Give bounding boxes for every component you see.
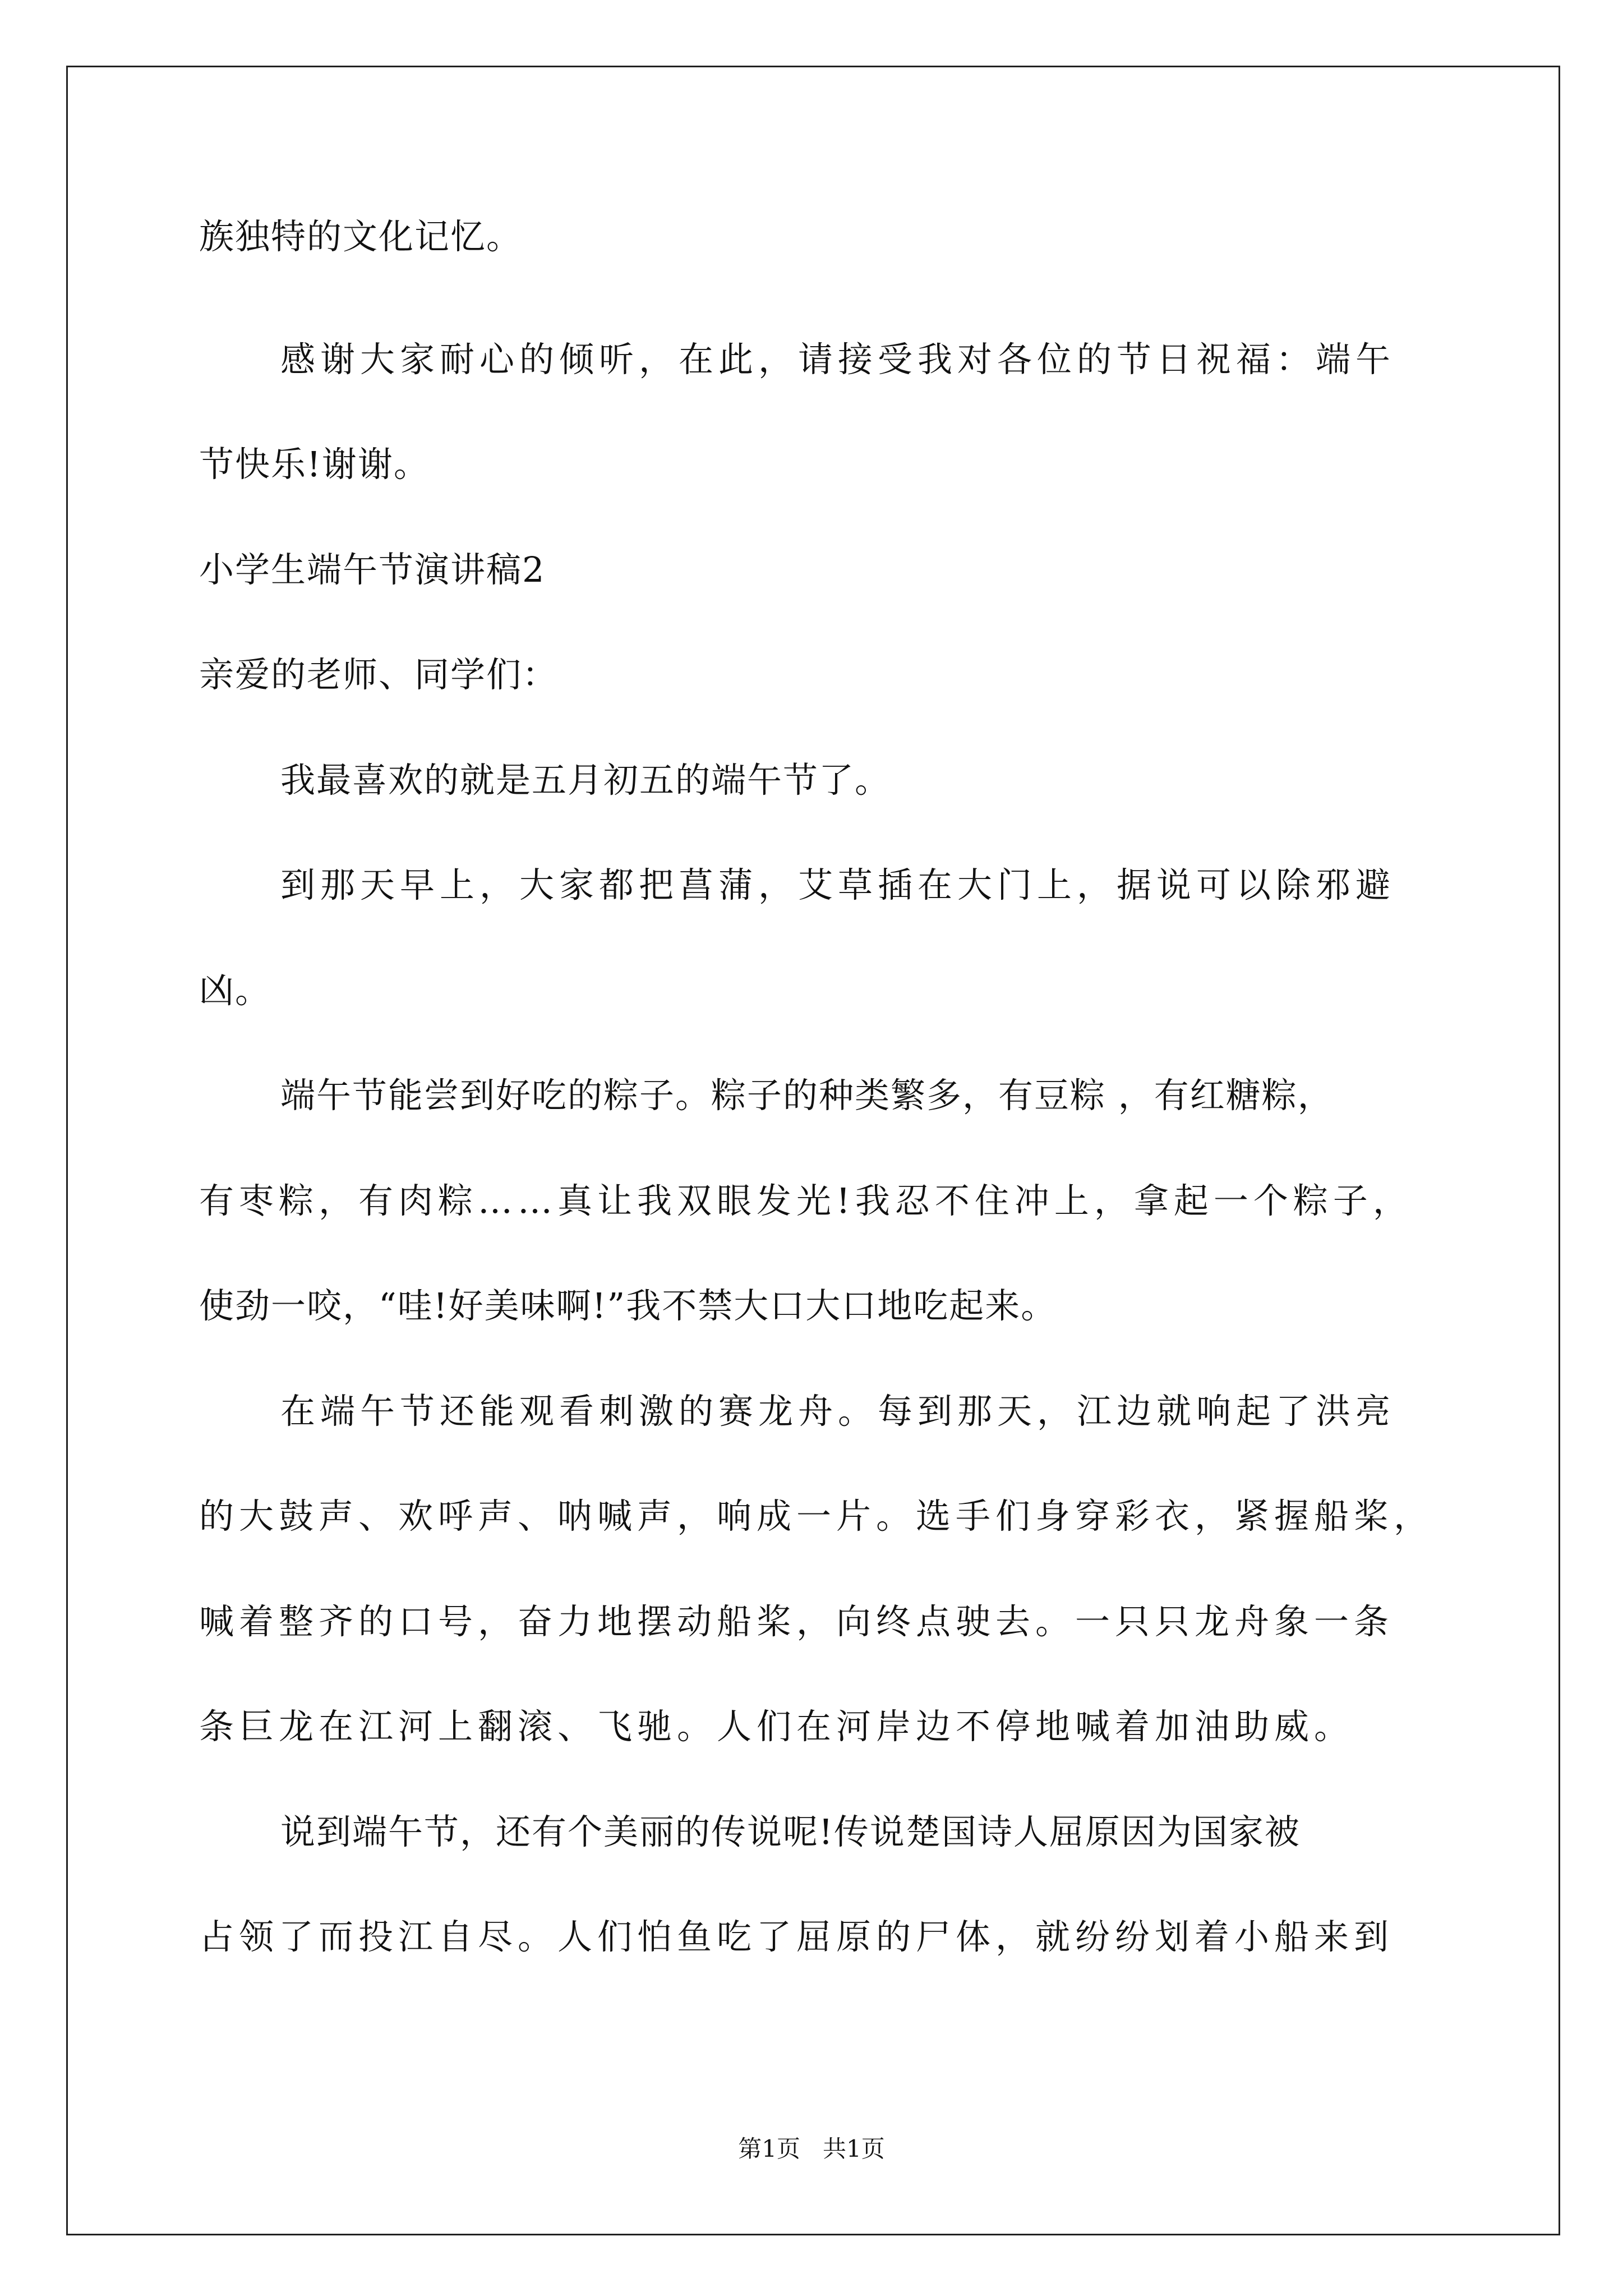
text-line-11: 使劲一咬，“哇!好美味啊!”我不禁大口大口地吃起来。	[199, 1285, 1057, 1326]
salutation: 亲爱的老师、同学们：	[199, 654, 559, 695]
text-line-2: 感谢大家耐心的倾听，在此，请接受我对各位的节日祝福：端午	[280, 339, 1396, 380]
text-line-16: 说到端午节，还有个美丽的传说呢!传说楚国诗人屈原因为国家被	[280, 1811, 1301, 1852]
text-line-14: 喊着整齐的口号，奋力地摆动船桨，向终点驶去。一只只龙舟象一条	[199, 1601, 1394, 1642]
text-line-6: 我最喜欢的就是五月初五的端午节了。	[280, 760, 891, 800]
text-line-8: 凶。	[199, 970, 271, 1011]
page-border	[66, 66, 1560, 2235]
text-line-7: 到那天早上，大家都把菖蒲，艾草插在大门上，据说可以除邪避	[280, 864, 1396, 905]
text-line-12: 在端午节还能观看刺激的赛龙舟。每到那天，江边就响起了洪亮	[280, 1391, 1396, 1432]
text-line-3: 节快乐!谢谢。	[199, 444, 430, 485]
text-line-17: 占领了而投江自尽。人们怕鱼吃了屈原的尸体，就纷纷划着小船来到	[199, 1916, 1394, 1957]
section-heading: 小学生端午节演讲稿2	[199, 549, 546, 590]
text-line-9: 端午节能尝到好吃的粽子。粽子的种类繁多，有豆粽 ，有红糖粽，	[280, 1075, 1334, 1116]
page-footer: 第1页 共1页	[738, 2135, 885, 2162]
text-line-10: 有枣粽，有肉粽……真让我双眼发光!我忍不住冲上，拿起一个粽子，	[199, 1180, 1413, 1221]
text-line-15: 条巨龙在江河上翻滚、飞驰。人们在河岸边不停地喊着加油助威。	[199, 1706, 1354, 1747]
text-line-1: 族独特的文化记忆。	[199, 216, 523, 257]
text-line-13: 的大鼓声、欢呼声、呐喊声，响成一片。选手们身穿彩衣，紧握船桨，	[199, 1496, 1434, 1536]
